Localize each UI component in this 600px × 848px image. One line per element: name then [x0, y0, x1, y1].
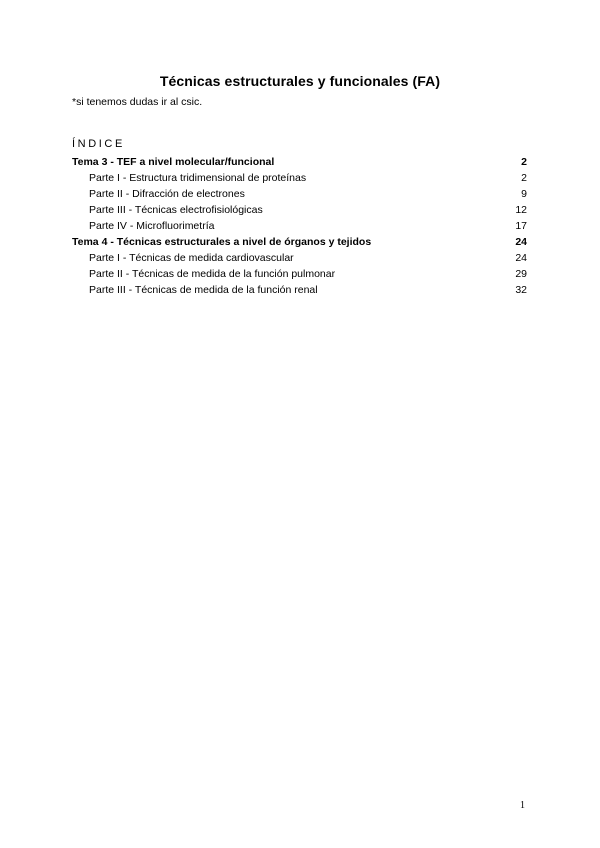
toc-entry-page: 29 — [515, 268, 527, 280]
toc-entry-page: 17 — [515, 220, 527, 232]
toc-entry-label: Parte II - Técnicas de medida de la función pulmonar — [89, 268, 336, 280]
toc-entry-label: Parte II - Difracción de electrones — [89, 188, 245, 200]
toc-entry-tema-3-parte-4[interactable] — [72, 218, 527, 234]
toc-entry-label: Parte III - Técnicas de medida de la función renal — [89, 284, 318, 296]
toc-entry-tema-3-parte-2[interactable] — [72, 186, 527, 202]
toc-entry-label: Parte IV - Microfluorimetría — [89, 220, 215, 232]
toc-entry-page: 24 — [515, 236, 527, 248]
toc-entry-label: Parte I - Estructura tridimensional de proteínas — [89, 172, 307, 184]
toc-entry-page: 2 — [521, 156, 527, 168]
toc-entry-label: Parte III - Técnicas electrofisiológicas — [89, 204, 263, 216]
toc-entry-page: 12 — [515, 204, 527, 216]
toc-entry-label: Parte I - Técnicas de medida cardiovascular — [89, 252, 294, 264]
toc-entry-page: 9 — [521, 188, 527, 200]
toc-entry-tema-4-parte-2[interactable] — [72, 266, 527, 282]
toc-entry-tema-4-parte-3[interactable] — [72, 282, 527, 298]
index-heading: ÍNDICE — [72, 138, 125, 150]
table-of-contents — [72, 154, 527, 298]
toc-entry-page: 32 — [515, 284, 527, 296]
note-text: *si tenemos dudas ir al csic. — [72, 96, 203, 108]
toc-entry-tema-3[interactable] — [72, 154, 527, 170]
toc-entry-tema-3-parte-1[interactable] — [72, 170, 527, 186]
toc-entry-tema-3-parte-3[interactable] — [72, 202, 527, 218]
toc-entry-label: Tema 4 - Técnicas estructurales a nivel de órganos y tejidos — [72, 236, 372, 248]
toc-entry-page: 24 — [515, 252, 527, 264]
toc-entry-page: 2 — [521, 172, 527, 184]
page-title: Técnicas estructurales y funcionales (FA) — [159, 73, 441, 89]
toc-entry-label: Tema 3 - TEF a nivel molecular/funcional — [72, 156, 275, 168]
toc-entry-tema-4[interactable] — [72, 234, 527, 250]
page-number: 1 — [520, 800, 525, 811]
toc-entry-tema-4-parte-1[interactable] — [72, 250, 527, 266]
